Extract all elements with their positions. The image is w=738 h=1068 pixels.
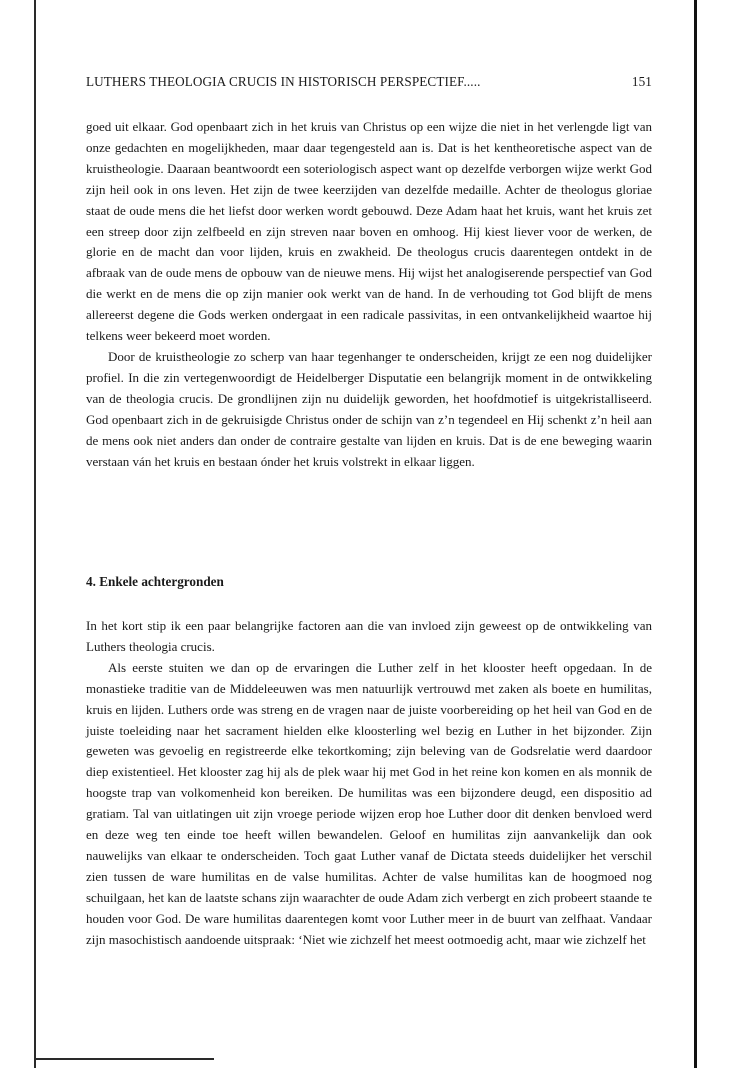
scan-border-bottom: [34, 1058, 214, 1060]
scan-border-right: [694, 0, 697, 1068]
body-text-bottom: [86, 616, 652, 951]
paragraph: goed uit elkaar. God openbaart zich in het kruis van Christus op een wijze die niet in het verlengde ligt van onze gedachten en mogelijkheden, maar daar tegengesteld aan is. Dat is het kentheoretische aspect van de kruistheologie. Daaraan beantwoordt een soteriologisch aspect want op dezelfde verborgen wijze werkt God zijn heil ook in ons leven. Het zijn de twee keerzijden van dezelfde medaille. Achter de theologus gloriae staat de oude mens die het liefst door werken wordt gebouwd. Deze Adam haat het kruis, want het kruis zet een streep door zijn zelfbeeld en zijn streven naar boven en omhoog. Hij kiest liever voor de werken, de glorie en de macht dan voor lijden, kruis en zwakheid. De theologus crucis daarentegen ontdekt in de afbraak van de oude mens de opbouw van de nieuwe mens. Hij wijst het analogiserende perspectief van God die werkt en de mens die op zijn manier ook werkt van de hand. In de verhouding tot God blijft de mens allereerst degene die Gods werken ondergaat in een radicale passivitas, in een ontvankelijkheid waartoe hij telkens weer bekeerd moet worden.: [86, 119, 652, 344]
running-header: [86, 74, 652, 94]
paragraph: In het kort stip ik een paar belangrijke factoren aan die van invloed zijn geweest op de ontwikkeling van Luthers theologia crucis.: [86, 618, 652, 654]
paragraph: Als eerste stuiten we dan op de ervaringen die Luther zelf in het klooster heeft opgedaan. In de monastieke traditie van de Middeleeuwen was men natuurlijk vertrouwd met zaken als boete en humilitas, kruis en lijden. Luthers orde was streng en de vragen naar de juiste voorbereiding op het heil van God en de juiste toeleiding naar het sacrament hielden elke kloosterling wel bezig en Luther in het bijzonder. Zijn geweten was gevoelig en registreerde elke tekortkoming; zijn beleving van de Godsrelatie werd daardoor diep existentieel. Het klooster zag hij als de plek waar hij met God in het reine kon komen en als monnik de hoogste trap van volkomenheid kon bereiken. De humilitas was een bijzondere deugd, een dispositio ad gratiam. Tal van uitlatingen uit zijn vroege periode wijzen erop hoe Luther door dit denken benvloed werd en deze weg ten einde toe heeft willen bewandelen. Geloof en humilitas zijn aanvankelijk dan ook nauwelijks van elkaar te onderscheiden. Toch gaat Luther vanaf de Dictata steeds duidelijker het verschil zien tussen de ware humilitas en de valse humilitas. Achter de valse humilitas kan de hoogmoed nog schuilgaan, het kan de laatste schans zijn waarachter de oude Adam zich verbergt en zich probeert staande te houden voor God. De ware humilitas daarentegen komt voor Luther meer in de buurt van zelfhaat. Vandaar zijn masochistisch aandoende uitspraak: ‘Niet wie zichzelf het meest ootmoedig acht, maar wie zichzelf het: [86, 659, 652, 947]
section-heading: 4. Enkele achtergronden: [86, 574, 224, 589]
running-title: LUTHERS THEOLOGIA CRUCIS IN HISTORISCH PERSPECTIEF.....: [86, 74, 481, 89]
page-number: 151: [631, 74, 652, 89]
scan-border-left: [34, 0, 36, 1068]
paragraph: Door de kruistheologie zo scherp van haar tegenhanger te onderscheiden, krijgt ze een nog duidelijker profiel. In die zin vertegenwoordigt de Heidelberger Disputatie een belangrijk moment in de ontwikkeling van de theologia crucis. De grondlijnen zijn nu duidelijk geworden, het hoofdmotief is uitgekristalliseerd. God openbaart zich in de gekruisigde Christus onder de schijn van z’n tegendeel en Hij schenkt z’n heil aan de mens ook niet anders dan onder de contraire gestalte van lijden en kruis. Dat is de ene beweging waarin verstaan ván het kruis en bestaan ónder het kruis volstrekt in elkaar liggen.: [86, 348, 652, 469]
body-text-top: [86, 117, 652, 472]
